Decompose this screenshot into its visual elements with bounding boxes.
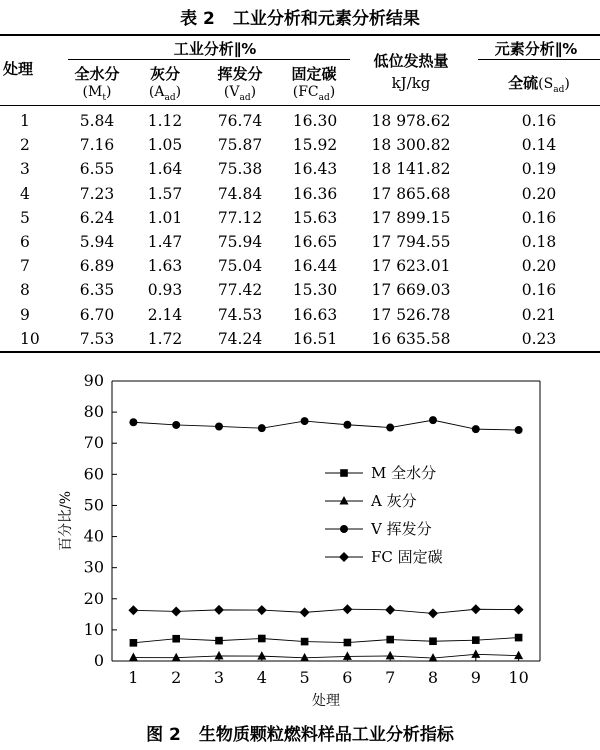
header-moisture-symbol: $(M_t)$ [82, 84, 112, 103]
y-tick-label: 60 [83, 464, 104, 484]
cell-heat-value: 17 623.01 [371, 257, 451, 276]
marker-square [472, 636, 480, 644]
cell-ash: 1.57 [147, 184, 183, 203]
cell-ash: 1.72 [147, 329, 183, 348]
cell-moisture: 7.16 [79, 136, 115, 155]
row-id: 9 [20, 305, 30, 324]
cell-volatile: 75.38 [217, 160, 263, 179]
figure-title: 生物质颗粒燃料样品工业分析指标 [198, 725, 454, 745]
marker-triangle [429, 653, 438, 662]
cell-fixed-carbon: 16.30 [292, 112, 338, 130]
cell-moisture: 6.24 [79, 208, 115, 227]
x-tick-label: 1 [128, 668, 139, 687]
cell-volatile: 74.53 [217, 305, 263, 324]
series-triangle [129, 649, 523, 661]
header-moisture: 全水分 [74, 65, 120, 83]
marker-triangle [471, 649, 480, 658]
cell-heat-value: 17 899.15 [371, 208, 451, 227]
cell-heat-value: 18 978.62 [371, 112, 451, 130]
row-id: 2 [20, 136, 30, 155]
cell-ash: 1.12 [147, 112, 183, 130]
cell-ash: 0.93 [147, 281, 183, 300]
header-element-group: 元素分析∥% [494, 40, 578, 58]
marker-triangle [300, 653, 309, 662]
cell-heat-value: 16 635.58 [371, 329, 451, 348]
legend-entry [325, 548, 443, 566]
marker-circle [172, 421, 180, 429]
legend-label: V 挥发分 [371, 520, 432, 538]
marker-diamond [385, 605, 395, 615]
legend-entry [325, 520, 432, 538]
y-tick-label: 20 [83, 588, 104, 608]
marker-square [130, 639, 138, 647]
marker-diamond [214, 605, 224, 615]
x-tick-label: 2 [171, 668, 182, 687]
marker-square [215, 637, 223, 645]
header-ash: 灰分 [149, 65, 180, 83]
y-tick-label: 10 [83, 619, 104, 639]
marker-triangle [340, 496, 349, 505]
cell-fixed-carbon: 16.51 [292, 329, 338, 348]
x-tick-label: 5 [299, 668, 310, 687]
figure-caption [0, 720, 600, 745]
row-id: 10 [20, 329, 40, 348]
cell-moisture: 6.70 [79, 305, 115, 324]
row-id: 7 [20, 257, 30, 276]
header-sulfur: 全硫$(S_{ad})$ [508, 74, 570, 95]
marker-square [515, 634, 523, 642]
cell-heat-value: 17 794.55 [371, 233, 451, 251]
cell-sulfur: 0.20 [521, 184, 557, 203]
y-tick-label: 0 [93, 651, 104, 670]
cell-sulfur: 0.20 [521, 257, 557, 276]
table-bottom-rule [0, 351, 600, 353]
x-tick-label: 4 [256, 668, 267, 687]
y-tick-label: 30 [83, 557, 104, 577]
cell-volatile: 74.84 [217, 184, 263, 203]
cell-volatile: 74.24 [217, 329, 263, 348]
cell-sulfur: 0.18 [521, 233, 557, 251]
cell-sulfur: 0.16 [521, 208, 557, 227]
table-number: 表 2 [180, 9, 215, 29]
cell-volatile: 77.42 [217, 281, 263, 300]
marker-square [344, 639, 352, 647]
cell-volatile: 75.94 [217, 233, 263, 251]
figure-number: 图 2 [146, 725, 181, 745]
y-tick-label: 50 [83, 495, 104, 515]
marker-triangle [257, 651, 266, 660]
legend-entry [325, 464, 436, 482]
marker-square [301, 638, 309, 646]
header-fixed-carbon: 固定碳 [291, 65, 337, 83]
header-heat-value: 低位发热量 [373, 52, 449, 70]
x-tick-label: 7 [385, 668, 396, 687]
marker-circle [258, 424, 266, 432]
cell-volatile: 77.12 [217, 208, 263, 227]
marker-triangle [343, 651, 352, 660]
cell-moisture: 5.94 [79, 233, 115, 251]
series-circle [129, 416, 522, 434]
cell-fixed-carbon: 16.44 [292, 257, 338, 276]
marker-circle [129, 418, 137, 426]
marker-diamond [471, 604, 481, 614]
cell-ash: 1.64 [147, 160, 183, 179]
cell-sulfur: 0.23 [521, 329, 557, 348]
cell-heat-value: 17 865.68 [371, 184, 451, 203]
row-id: 8 [20, 281, 30, 300]
series-line [133, 420, 518, 430]
marker-diamond [339, 552, 349, 562]
marker-circle [340, 525, 348, 533]
cell-ash: 1.63 [147, 257, 183, 276]
header-bottom-rule [0, 105, 600, 106]
cell-fixed-carbon: 16.63 [292, 305, 338, 324]
marker-diamond [428, 608, 438, 618]
cell-moisture: 7.53 [79, 329, 115, 348]
marker-square [340, 469, 348, 477]
header-heat-unit: kJ/kg [391, 74, 431, 92]
x-tick-label: 6 [342, 668, 353, 687]
series-line [133, 638, 518, 643]
legend-label: FC 固定碳 [371, 548, 443, 566]
cell-heat-value: 18 300.82 [371, 136, 451, 155]
header-ash-symbol: $(A_{ad})$ [148, 84, 182, 103]
series-square [130, 634, 523, 647]
cell-ash: 1.47 [147, 233, 183, 251]
marker-square [429, 637, 437, 645]
cell-moisture: 6.35 [79, 281, 115, 300]
legend-label: A 灰分 [371, 492, 417, 510]
cell-fixed-carbon: 16.36 [292, 184, 338, 203]
cell-heat-value: 18 141.82 [371, 160, 451, 179]
chart-legend [325, 464, 443, 566]
cell-ash: 1.01 [147, 208, 183, 227]
x-tick-label: 10 [508, 668, 529, 687]
cell-sulfur: 0.16 [521, 112, 557, 130]
row-id: 3 [20, 160, 30, 179]
marker-diamond [342, 604, 352, 614]
cell-fixed-carbon: 15.63 [292, 208, 338, 227]
marker-triangle [215, 651, 224, 660]
marker-triangle [514, 651, 523, 660]
cell-fixed-carbon: 16.65 [292, 233, 338, 251]
x-axis-label: 处理 [312, 693, 340, 709]
row-id: 6 [20, 233, 30, 251]
marker-diamond [514, 605, 524, 615]
cell-volatile: 76.74 [217, 112, 263, 130]
cell-moisture: 5.84 [79, 112, 115, 130]
cell-heat-value: 17 526.78 [371, 305, 451, 324]
marker-triangle [172, 653, 181, 662]
cell-sulfur: 0.19 [521, 160, 557, 179]
marker-diamond [300, 607, 310, 617]
marker-circle [472, 425, 480, 433]
y-tick-label: 40 [83, 526, 104, 546]
header-volatile: 挥发分 [217, 65, 263, 83]
chart [0, 365, 600, 710]
table-title: 工业分析和元素分析结果 [232, 9, 420, 29]
marker-square [258, 635, 266, 643]
x-tick-label: 9 [470, 668, 481, 687]
marker-square [386, 636, 394, 644]
header-proximate-group: 工业分析∥% [173, 40, 257, 58]
table-caption [0, 4, 600, 29]
proximate-group-rule [68, 59, 350, 60]
marker-circle [386, 424, 394, 432]
cell-fixed-carbon: 16.43 [292, 160, 338, 179]
table-top-rule [0, 34, 600, 36]
marker-circle [515, 426, 523, 434]
series-line [133, 609, 518, 613]
marker-diamond [128, 605, 138, 615]
header-fixed-carbon-symbol: $(FC_{ad})$ [292, 84, 336, 103]
element-group-rule [478, 59, 600, 60]
series-line [133, 654, 518, 658]
header-volatile-symbol: $(V_{ad})$ [223, 84, 257, 103]
y-axis-label: 百分比/% [58, 490, 74, 552]
row-id: 1 [20, 112, 30, 130]
cell-volatile: 75.87 [217, 136, 263, 155]
marker-circle [301, 417, 309, 425]
cell-fixed-carbon: 15.30 [292, 281, 338, 300]
header-treatment: 处理 [2, 60, 33, 78]
marker-square [172, 635, 180, 643]
cell-ash: 1.05 [147, 136, 183, 155]
cell-moisture: 7.23 [79, 184, 115, 203]
cell-volatile: 75.04 [217, 257, 263, 276]
cell-sulfur: 0.14 [521, 136, 557, 155]
marker-triangle [129, 653, 138, 662]
series-diamond [128, 604, 523, 618]
y-tick-label: 80 [83, 402, 104, 422]
cell-sulfur: 0.16 [521, 281, 557, 300]
marker-diamond [171, 606, 181, 616]
marker-triangle [386, 651, 395, 660]
x-tick-label: 8 [427, 668, 439, 687]
marker-circle [343, 421, 351, 429]
cell-heat-value: 17 669.03 [371, 281, 451, 300]
cell-sulfur: 0.21 [521, 305, 557, 324]
row-id: 4 [20, 184, 30, 203]
marker-circle [429, 416, 437, 424]
x-tick-label: 3 [213, 668, 225, 687]
y-tick-label: 70 [83, 433, 104, 453]
row-id: 5 [20, 208, 30, 227]
marker-diamond [257, 605, 267, 615]
marker-circle [215, 422, 223, 430]
cell-moisture: 6.55 [79, 160, 115, 179]
y-tick-label: 90 [83, 371, 104, 390]
legend-entry [325, 492, 417, 510]
legend-label: M 全水分 [371, 464, 437, 482]
cell-ash: 2.14 [147, 305, 183, 324]
chart-plot [128, 416, 523, 661]
cell-fixed-carbon: 15.92 [292, 136, 338, 155]
cell-moisture: 6.89 [79, 257, 115, 276]
